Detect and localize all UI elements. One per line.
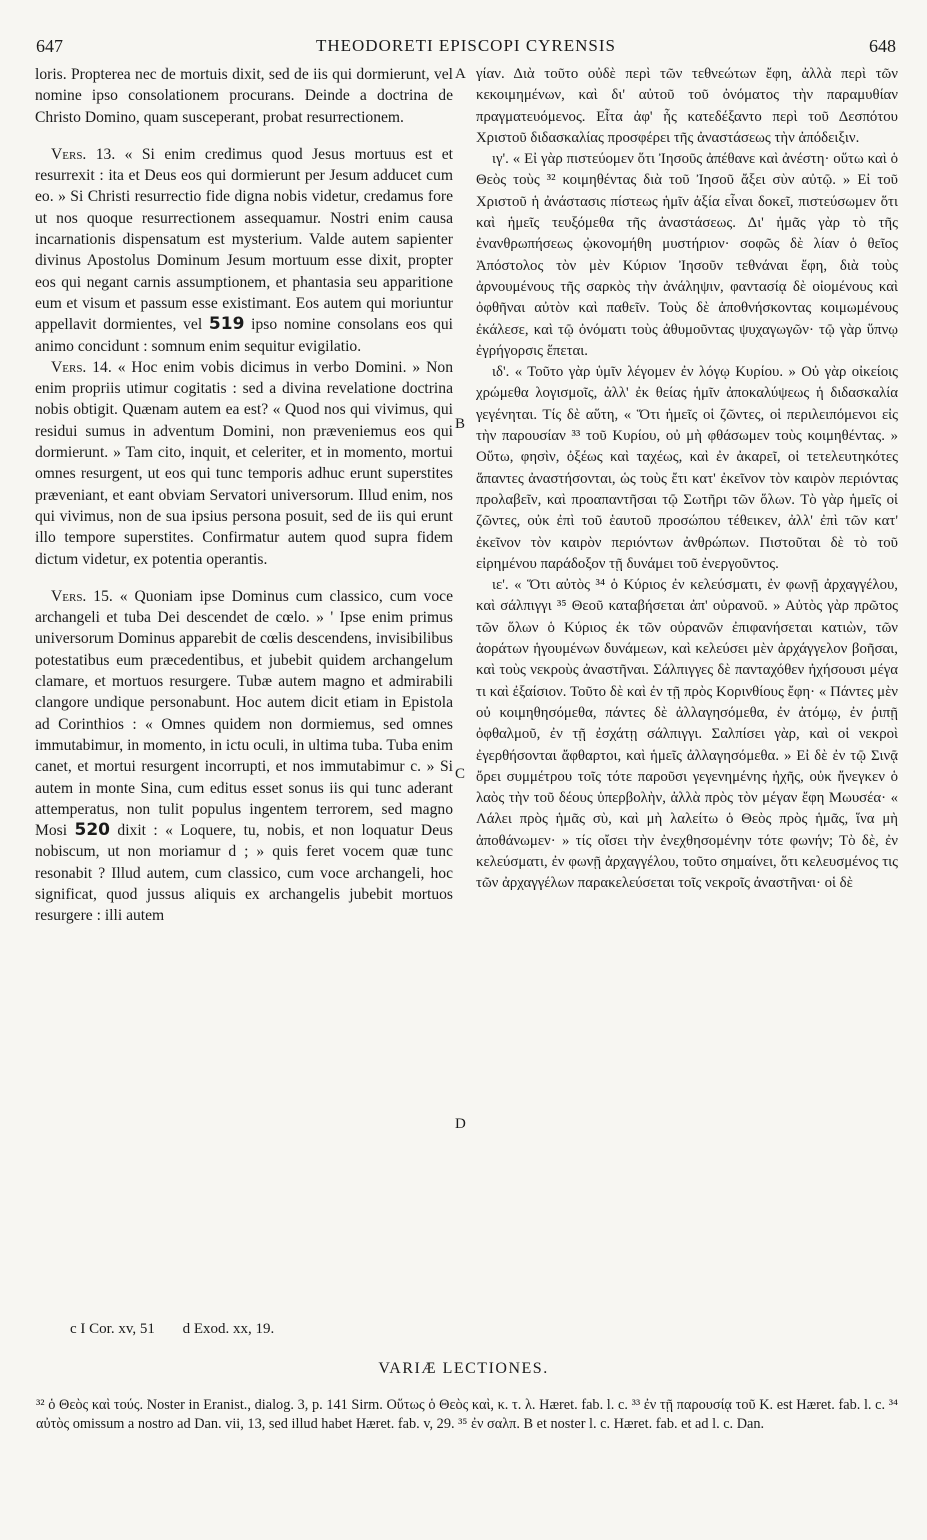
page-number-left: 647 xyxy=(36,36,63,56)
margin-letter-b: B xyxy=(455,416,466,432)
verse-14-label: Vers. 14. xyxy=(51,358,112,376)
greek-paragraph-intro: γίαν. Διὰ τοῦτο οὐδὲ περὶ τῶν τεθνεώτων ἔφη, ἀλλὰ περὶ τῶν κεκοιμημένων, καὶ δι' αὐτοῦ τοῦ ὀνόματος τὴν παραμυθίαν πραγματευόμενος. Εἶτα ἀφ' ἧς κατεδέξαντο περὶ τοῦ Δεσπότου Χριστοῦ διδασκαλίας προσφέρει τῆς ἀναστάσεως τὴν ἀπόδειξιν. xyxy=(476,66,898,146)
verse-13-text: « Si enim credimus quod Jesus mortuus est et resurrexit : ita et Deus eos qui dormierunt per Jesum adducet cum eo. » Si Christi resurrectio fide digna nobis videtur, credamus fore ut nos quoque resurrectionem assequamur. Nostri enim causa incarnationis dispensatum est mysterium. Valde autem sapienter divinus Apostolus Dominum Jesum mortuum esse dixit, propter eos qui negant carnis assumptionem, et phantasia seu apparitione eum et visum et passum esse existimant. Eos autem qui moriuntur appellavit dormientes, vel xyxy=(35,145,453,334)
verse-14-text: « Hoc enim vobis dicimus in verbo Domini. » Non enim propriis utimur cogitatis : sed a divina revelatione doctrina nobis obtigit. Quænam autem ea est? « Quod nos qui vivimus, qui residui sumus in adventum Domini, non præveniemus eos qui dormierunt. » Tam cito, inquit, et celeriter, et in momento, mortui omnes resurgent, ut eos qui tunc temporis adhuc erunt superstites præveniant, et eant obviam Servatori universorum. Illud enim, nos qui vivimus, non de sua ipsius persona posuit, sed de iis qui erunt illo tempore superstites. Confirmatur autem quod supra fidem dictum videtur, ex potentia operantis. xyxy=(35,358,454,568)
latin-verse-13 xyxy=(35,144,453,357)
latin-paragraph-intro: loris. Propterea nec de mortuis dixit, sed de iis qui dormierunt, vel nomine ipso consolationem procurans. Deinde a doctrina de Christo Domino, quam susceperant, probat resurrectionem. xyxy=(35,66,453,126)
verse-15-label: Vers. 15. xyxy=(51,587,113,605)
variae-lectiones-text: ³² ὁ Θεὸς καὶ τούς. Noster in Eranist., dialog. 3, p. 141 Sirm. Οὕτως ὁ Θεὸς καὶ, κ. τ. λ. Hæret. fab. l. c. ³³ ἐν τῇ παρουσίᾳ τοῦ Κ. est Hæret. fab. l. c. ³⁴ αὐτὸς omissum a nostro ad Dan. vii, 13, sed illud habet Hæret. fab. v, 29. ³⁵ ἐν σαλπ. B et noster l. c. Hæret. fab. et ad l. c. Dan. xyxy=(36,1397,898,1432)
greek-verse-13: ιγ'. « Εἰ γὰρ πιστεύομεν ὅτι Ἰησοῦς ἀπέθανε καὶ ἀνέστη· οὕτω καὶ ὁ Θεὸς τοὺς ³² κοιμηθέντας διὰ τοῦ Ἰησοῦ ἄξει σὺν αὐτῷ. » Εἰ τοῦ Χριστοῦ ἡ ἀνάστασις πίστεως ἡμῖν ἀξία εἶναι δοκεῖ, πιστεύσωμεν ὅτι καὶ ἡμεῖς τευξόμεθα τῆς ἀναστάσεως. Δι' ἡμᾶς γὰρ τὸ τῆς ἐνανθρωπήσεως ᾠκονομήθη μυστήριον· σοφῶς δὲ λίαν ὁ θεῖος Ἀπόστολος τὸν μὲν Κύριον Ἰησοῦν τεθνάναι ἔφη, διὰ τοὺς ἀρνουμένους τῆς σαρκὸς τὴν ἀνάληψιν, φαντασίᾳ δὲ οἰομένους καὶ ὀφθῆναι αὐτὸν καὶ παθεῖν. Τοὺς δὲ ἀποθνήσκοντας κοιμωμένους ἐκάλεσε, καὶ τῷ ὀνόματι τοὺς ἀθυμοῦντας ψυχαγωγῶν· τῷ γὰρ ὕπνῳ ἐγρήγορσις ἕπεται. xyxy=(476,151,898,359)
footnote-d: d Exod. xx, 19. xyxy=(182,1321,275,1337)
footnote-c: c I Cor. xv, 51 xyxy=(70,1321,155,1337)
greek-verse-15: ιε'. « Ὅτι αὐτὸς ³⁴ ὁ Κύριος ἐν κελεύσματι, ἐν φωνῇ ἀρχαγγέλου, καὶ σάλπιγγι ³⁵ Θεοῦ καταβήσεται ἀπ' οὐρανοῦ. » Αὐτὸς γὰρ πρῶτος τῶν ὅλων ὁ Κύριος ἐκ τῶν οὐρανῶν ἐπιφανήσεται κατιὼν, τῶν ἀοράτων ἡγουμένων δυνάμεων, καὶ κελεύσει μὲν ἀρχάγγελον βοῆσαι, καὶ τοὺς νεκροὺς ἀναστῆναι. Σάλπιγγες δὲ πανταχόθεν ἠχήσουσι μέγα τι καὶ ἐξαίσιον. Τοῦτο δὲ καὶ ἐν τῇ πρὸς Κορινθίους ἔφη· « Πάντες μὲν οὐ κοιμηθησόμεθα, πάντες δὲ ἀλλαγησόμεθα, ἐν ἀτόμῳ, ἐν ῥιπῇ ὀφθαλμοῦ, ἐν τῇ ἐσχάτῃ σάλπιγγι. Σαλπίσει γὰρ, καὶ οἱ νεκροὶ ἐγερθήσονται ἄφθαρτοι, καὶ ἡμεῖς ἀλλαγησόμεθα. » Εἰ δὲ ἐν τῷ Σινᾷ ὄρει συμμέτρου τοῖς τότε παροῦσι γεγενημένης ἠχῆς, οὐκ ἤνεγκεν ὁ λαὸς τὴν τοῦ δέους ὑπερβολὴν, ἀλλὰ πρὸς τὸν μέγαν ἔφη Μωυσέα· « Λάλει πρὸς ἡμᾶς σὺ, καὶ μὴ λαλείτω ὁ Θεὸς πρὸς ἡμᾶς, ἵνα μὴ ἀποθάνωμεν· » τίς οἴσει τὴν ἐνεχθησομένην τότε φωνήν; Τὸ δὲ, ἐν κελεύσματι, ἐν φωνῇ ἀρχαγγέλου, τοῦτο σημαίνει, ὅτι κελευσμένος τις τῶν ἀρχαγγέλων παρακελεύσεται τοῖς νεκροῖς ἀναστῆναι· οἱ δὲ xyxy=(476,577,898,892)
column-number-520: 520 xyxy=(74,820,110,841)
footnotes xyxy=(70,1321,298,1338)
running-title: THEODORETI EPISCOPI CYRENSIS xyxy=(315,36,617,55)
page-header xyxy=(36,36,896,62)
page-number-right: 648 xyxy=(869,36,896,56)
latin-verse-14 xyxy=(35,357,453,570)
verse-13-label: Vers. 13. xyxy=(51,145,116,163)
column-number-519: 519 xyxy=(208,314,245,335)
margin-letter-c: C xyxy=(455,766,466,782)
greek-column xyxy=(476,64,898,895)
verse-15-text: « Quoniam ipse Dominus cum classico, cum voce archangeli et tuba Dei descendet de cœlo. » ' Ipse enim primus universorum Dominus apparebit de cœlis descendens, invisibilibus potestatibus eum præcedentibus, et jubebit quidem archangelum clamare, et mortuos resurgere. Tubæ autem magno et admirabili clangore undique personabunt. Hoc autem dicit etiam in Epistola ad Corinthios : « Omnes quidem non dormiemus, sed omnes immutabimur, in momento, in ictu oculi, in ultima tuba. Tuba enim canet, et mortui resurgent incorrupti, et nos immutabimur c. » Si autem in monte Sina, cum editus esset sonus iis qui tunc aderant attemperatus, non tulit populus ingentem terrorem, sed magno Mosi xyxy=(35,587,453,840)
variae-lectiones-title: VARIÆ LECTIONES. xyxy=(378,1360,549,1377)
latin-column xyxy=(35,64,453,927)
verse-15-end: dixit : « Loquere, tu, nobis, et non loquatur Deus nobiscum, ut non moriamur d ; » quis feret vocem quæ tunc resonabit ? Illud autem, cum classico, cum voce archangeli, hoc significat, quod jussus aliquis ex archangelis jubebit mortuos resurgere : illi autem xyxy=(35,822,453,925)
greek-verse-14: ιδ'. « Τοῦτο γὰρ ὑμῖν λέγομεν ἐν λόγῳ Κυρίου. » Οὐ γὰρ οἰκείοις χρώμεθα λογισμοῖς, ἀλλ' ἐκ θείας ἡμῖν ἀποκαλύψεως ἡ διδασκαλία γεγένηται. Τίς δὲ αὕτη, « Ὅτι ἡμεῖς οἱ ζῶντες, οἱ περιλειπόμενοι εἰς τὴν παρουσίαν ³³ τοῦ Κυρίου, οὐ μὴ φθάσωμεν τοὺς κοιμηθέντας. » Οὕτω, φησὶν, ὀξέως καὶ ταχέως, καὶ ἐν ἀκαρεῖ, οἱ τετελευτηκότες ἅπαντες ἀναστήσονται, ὡς τοὺς ἔτι κατ' ἐκεῖνον τὸν καιρὸν περιόντας προλαβεῖν, καὶ προαπαντῆσαι τῷ Σωτῆρι τῶν ὅλων. Τὸ γὰρ ἡμεῖς οἱ ζῶντες, οὐκ ἐπὶ τοῦ ἑαυτοῦ προσώπου τέθεικεν, ἀλλ' ἐπὶ τῶν κατ' ἐκεῖνον τὸν καιρὸν περιόντων ἀνθρώπων. Πιστοῦται δὲ τὸ τοῦ εἰρημένου παράδοξον τῇ δυνάμει τοῦ ἐνεργοῦντος. xyxy=(476,364,898,572)
margin-letter-d: D xyxy=(455,1116,466,1132)
latin-verse-15 xyxy=(35,586,453,927)
margin-letter-a: A xyxy=(455,66,466,82)
verse-13-end: ipso nomine consolans eos qui animo concidunt : somnum enim sequitur evigilatio. xyxy=(35,316,454,355)
